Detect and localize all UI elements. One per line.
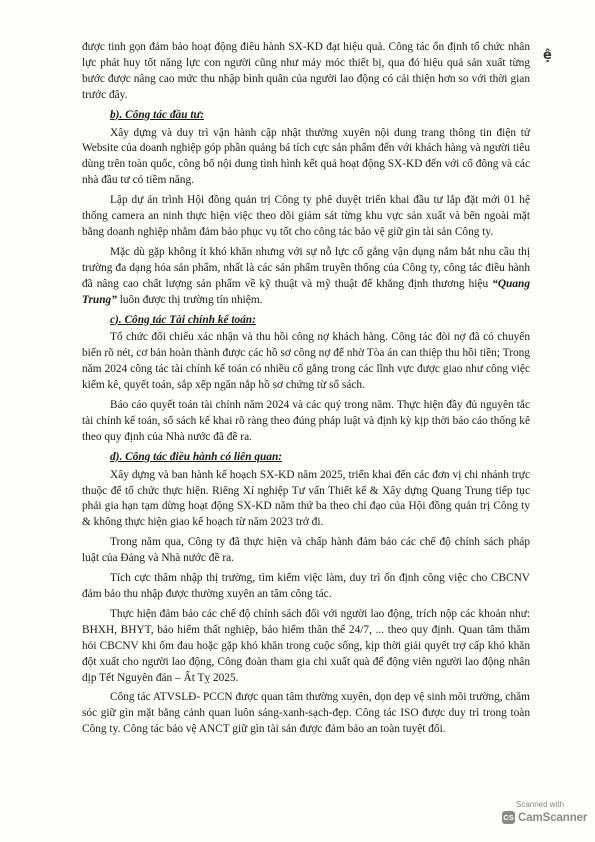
section-b-paragraph-3-start: Mặc dù gặp không ít khó khăn nhưng với sự nỗ lực cố gắng vận dụng nắm bắt nhu cầu thị trường đa dạng hóa sản phẩm, nhất là các sản phẩm truyền thống của Công ty, công tác điều hành đã nâng cao chất lượng sản phẩm về kỹ thuật và mỹ thuật để khẳng định thương hiệu <box>82 245 530 290</box>
section-b-paragraph-3 <box>82 245 530 309</box>
section-c-heading: c). Công tác Tài chính kế toán: <box>110 313 256 326</box>
section-c-paragraph-2: Báo cáo quyết toán tài chính năm 2024 và các quý trong năm. Thực hiện đầy đủ nguyên tắc tài chính kế toán, sổ sách kế khai rõ ràng theo đúng pháp luật và định kỳ kịp thời báo cáo thống kê theo quy định của Nhà nước đã đề ra. <box>82 399 530 443</box>
camscanner-logo-icon: CS <box>503 813 514 822</box>
section-b-paragraph-1: Xây dựng và duy trì vận hành cập nhật thường xuyên nội dung trang thông tin điện tử Website của doanh nghiệp góp phần quảng bá tích cực sản phẩm đến với khách hàng và người tiêu dùng trên toàn quốc, công bố nội dung tình hình kết quả hoạt động SX-KD đến với cổ đông và các nhà đầu tư có tiềm năng. <box>82 126 530 187</box>
section-c-paragraph-1: Tổ chức đối chiếu xác nhận và thu hồi công nợ khách hàng. Công tác đòi nợ đã có chuyển biến rõ nét, cơ bản hoàn thành được các hồ sơ công nợ để nhờ Tòa án can thiệp thu hồi tiền; Trong năm 2024 công tác tài chính kế toán có nhiều cố gắng trong các lĩnh vực được giao như công việc kiểm kê, quyết toán, sắp xếp ngăn nắp hồ sơ chứng từ sổ sách. <box>82 331 530 392</box>
section-b-paragraph-3-end: luôn được thị trường tín nhiệm. <box>116 293 263 306</box>
section-d-heading: d). Công tác điều hành có liên quan: <box>110 450 283 463</box>
section-d-paragraph-1: Xây dựng và ban hành kế hoạch SX-KD năm 2025, triển khai đến các đơn vị chi nhánh trực thuộc để tổ chức thực hiện. Riêng Xí nghiệp Tư vấn Thiết kế & Xây dựng Quang Trung tiếp tục phải gia hạn tạm dừng hoạt động SX-KD năm thứ ba theo chỉ đạo của Hội đồng quản trị Công ty & không thực hiện giao kế hoạch từ năm 2023 trở đi. <box>82 468 530 529</box>
brand-name: “Quang Trung” <box>82 277 530 306</box>
intro-paragraph: được tinh gọn đảm bảo hoạt động điều hành SX-KD đạt hiệu quả. Công tác ổn định tổ chức nhân lực phát huy tốt năng lực con người cũng như máy móc thiết bị, qua đó hiệu quả sản xuất từng bước được nâng cao mức thu nhập bình quân của người lao động có cải thiện hơn so với thời gian trước đây. <box>82 41 530 101</box>
section-d-paragraph-2: Trong năm qua, Công ty đã thực hiện và chấp hành đảm bảo các chế độ chính sách pháp luật của Đảng và Nhà nước đề ra. <box>82 536 530 565</box>
watermark-app-name: CamScanner <box>518 811 588 824</box>
watermark-scanned-with: Scanned with <box>516 800 565 809</box>
section-d-paragraph-5: Công tác ATVSLĐ- PCCN được quan tâm thường xuyên, dọn dẹp vệ sinh môi trường, chăm sóc giữ gìn mặt bằng cảnh quan luôn sáng-xanh-sạch-đẹp. Công tác ISO được duy trì trong toàn Công ty. Công tác bảo vệ ANCT giữ gìn tài sản được đảm bảo an toàn tuyệt đối. <box>82 691 530 736</box>
section-b-heading: b). Công tác đầu tư: <box>110 108 205 121</box>
section-d-paragraph-4: Thực hiện đảm bảo các chế độ chính sách đối với người lao động, trích nộp các khoản như: BHXH, BHYT, bảo hiểm thất nghiệp, bảo hiểm thân thể 24/7, ... theo quy định. Quan tâm thăm hỏi CBCNV khi ốm đau hoặc gặp khó khăn trong cuộc sống, kịp thời giải quyết trợ cấp khó khăn đột xuất cho người lao động, Công đoàn tham gia chi xuất quà để động viên người lao động nhân dịp Tết Nguyên đán – Ất Tỵ 2025. <box>82 607 530 684</box>
camscanner-watermark <box>502 800 587 824</box>
watermark-brand <box>502 811 587 824</box>
section-b-paragraph-2: Lập dự án trình Hội đồng quản trị Công ty phê duyệt triển khai đầu tư lắp đặt mới 01 hệ thống camera an ninh thực hiện việc theo dõi giám sát từng khu vực sản xuất và bên ngoài mặt bằng doanh nghiệp nhằm đảm bảo phục vụ tốt cho công tác bảo vệ giữ gìn tài sản Công ty. <box>82 194 530 238</box>
page-edge-glyph: ệ <box>543 48 552 63</box>
section-d-paragraph-3: Tích cực thâm nhập thị trường, tìm kiếm việc làm, duy trì ổn định công việc cho CBCNV đảm bảo thu nhập được thường xuyên an tâm công tác. <box>82 572 530 600</box>
document-page <box>82 40 530 738</box>
